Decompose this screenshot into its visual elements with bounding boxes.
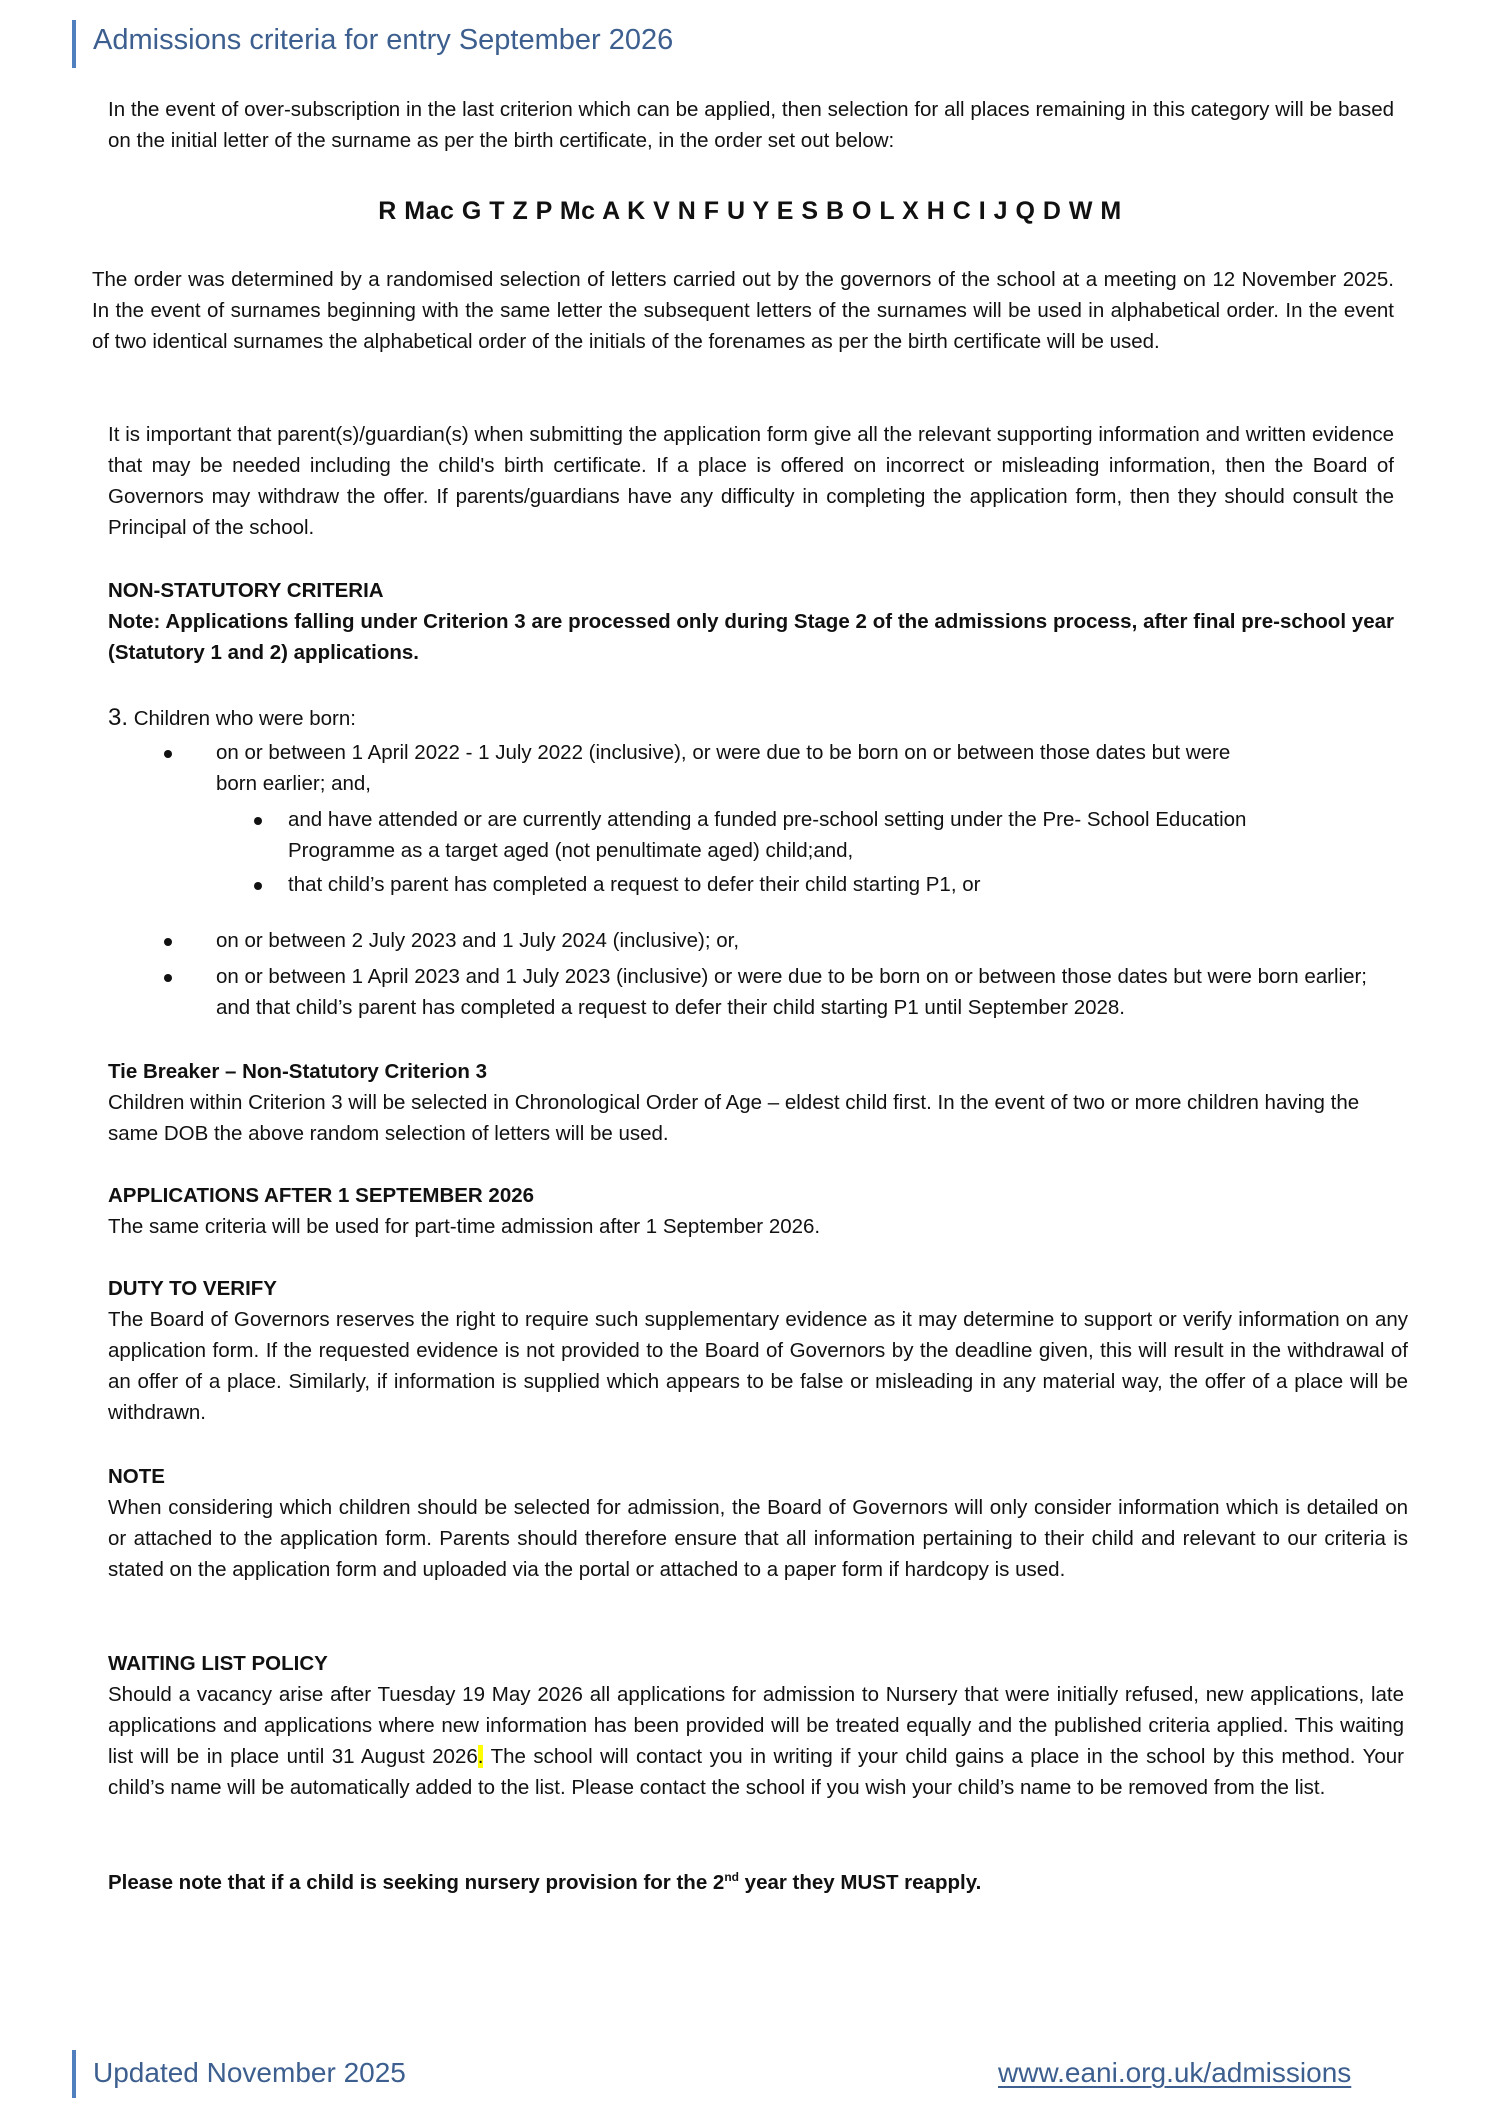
waiting-list-text [108,1679,1404,1803]
criterion-bullet-2: on or between 2 July 2023 and 1 July 2024 (inclusive); or, [216,929,740,952]
footer-updated-date: Updated November 2025 [93,2057,406,2088]
criterion-3-intro [108,702,908,734]
duty-to-verify-heading: DUTY TO VERIFY [108,1277,277,1300]
order-explanation-paragraph: The order was determined by a randomised selection of letters carried out by the governors of the school at a meeting on 12 November 2025. In the event of surnames beginning with the same letter the subsequent letters of the surnames will be used in alphabetical order. In the event of two identical surnames the alphabetical order of the initials of the forenames as per the birth certificate will be used. [92,268,1394,353]
important-paragraph: It is important that parent(s)/guardian(s) when submitting the application form give all the relevant supporting information and written evidence that may be needed including the child's birth certificate. If a place is offered on incorrect or misleading information, then the Board of Governors may withdraw the offer. If parents/guardians have any difficulty in completing the application form, then they should consult the Principal of the school. [108,423,1394,539]
footer-accent-bar [72,2050,76,2098]
waiting-list-heading: WAITING LIST POLICY [108,1652,328,1675]
final-note-text-end: year they MUST reapply. [738,1871,982,1894]
non-statutory-heading: NON-STATUTORY CRITERIA [108,579,384,602]
criterion-bullet-1: on or between 1 April 2022 - 1 July 2022 (inclusive), or were due to be born on or between those dates but were born earlier; and, [216,741,1231,795]
waiting-list-text-part-2: The school will contact you in writing if your child gains a place in the school by this method. Your child’s name will be automatically added to the list. Please contact the school if you wish your child’s name to be removed from the list. [108,1745,1404,1799]
criterion-sub-bullet-2: that child’s parent has completed a request to defer their child starting P1, or [288,873,981,896]
duty-to-verify-text: The Board of Governors reserves the right to require such supplementary evidence as it may determine to support or verify information on any application form. If the requested evidence is not provided to the Board of Governors by the deadline given, this will result in the withdrawal of an offer of a place. Similarly, if information is supplied which appears to be false or misleading in any material way, the offer of a place will be withdrawn. [108,1308,1408,1424]
note-text: When considering which children should be selected for admission, the Board of Governors will only consider information which is detailed on or attached to the application form. Parents should therefore ensure that all information pertaining to their child and relevant to our criteria is stated on the application form and uploaded via the portal or attached to a paper form if hardcopy is used. [108,1496,1408,1581]
criterion-intro-text: Children who were born: [133,707,356,730]
bullet-icon [164,750,172,758]
waiting-list-text-part-1: Should a vacancy arise after Tuesday 19 May 2026 all applications for admission to Nursery that were initially refused, new applications, late applications and applications where new information has been provided will be treated equally and the published criteria applied. This waiting list will be in place until 31 August 2026 [108,1683,1404,1768]
applications-after-text: The same criteria will be used for part-time admission after 1 September 2026. [108,1215,821,1238]
bullet-icon [254,882,262,890]
bullet-icon [164,974,172,982]
header-accent-bar [72,20,76,68]
bullet-icon [254,817,262,825]
footer-admissions-link[interactable]: www.eani.org.uk/admissions [998,2057,1352,2088]
non-statutory-note: Note: Applications falling under Criterion 3 are processed only during Stage 2 of the admissions process, after final pre-school year (Statutory 1 and 2) applications. [108,610,1394,664]
bullet-icon [164,938,172,946]
note-heading: NOTE [108,1465,165,1488]
highlighted-period: . [477,1745,484,1768]
tie-breaker-heading: Tie Breaker – Non-Statutory Criterion 3 [108,1060,487,1083]
tie-breaker-text: Children within Criterion 3 will be selected in Chronological Order of Age – eldest child first. In the event of two or more children having the same DOB the above random selection of letters will be used. [108,1091,1360,1145]
final-reapply-note [108,1867,1408,1898]
letter-order: R Mac G T Z P Mc A K V N F U Y E S B O L X H C I J Q D W M [378,197,1122,225]
criterion-sub-bullet-1: and have attended or are currently attending a funded pre-school setting under the Pre- School Education Programme as a target aged (not penultimate aged) child;and, [288,808,1247,862]
criterion-number: 3. [108,704,129,731]
criterion-bullet-3: on or between 1 April 2023 and 1 July 2023 (inclusive) or were due to be born on or between those dates but were born earlier; and that child’s parent has completed a request to defer their child starting P1 until September 2028. [216,965,1367,1019]
page-title: Admissions criteria for entry September 2026 [93,24,674,56]
ordinal-superscript: nd [724,1870,739,1884]
oversubscription-paragraph: In the event of over-subscription in the last criterion which can be applied, then selection for all places remaining in this category will be based on the initial letter of the surname as per the birth certificate, in the order set out below: [108,98,1394,152]
final-note-text: Please note that if a child is seeking nursery provision for the 2 [108,1871,725,1894]
applications-after-heading: APPLICATIONS AFTER 1 SEPTEMBER 2026 [108,1184,535,1207]
